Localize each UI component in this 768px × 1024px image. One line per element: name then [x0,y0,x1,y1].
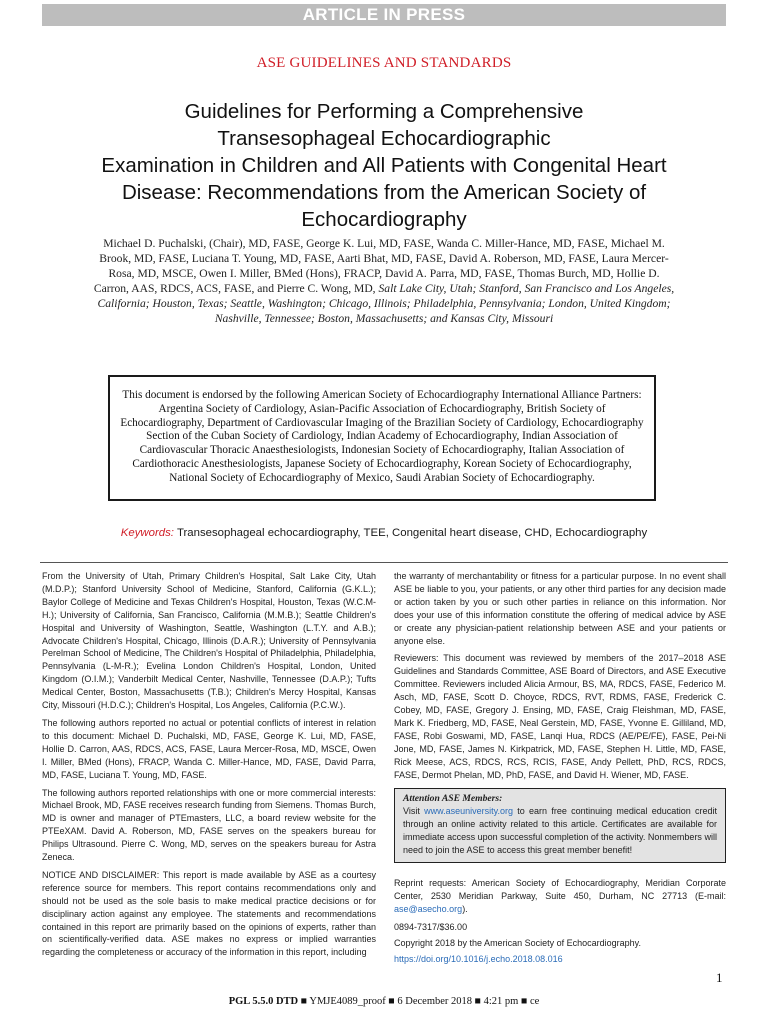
callout-body [403,805,717,857]
copyright: Copyright 2018 by the American Society of Echocardiography. [394,937,641,948]
footer-pgl: PGL 5.5.0 DTD [228,996,299,1007]
footer-ce: ce [529,996,540,1007]
affiliations: From the University of Utah, Primary Children's Hospital, Salt Lake City, Utah (M.D.P.); Stanford University School of Medicine, Stanford, California (G.K.L.); Baylor College of Medicine and Texas Children's Hospital, Houston, Texas (W.C.M-H.); University of California, San Francisco, California (M.M.B.); Seattle Children's Hospital and University of Washington, Seattle, Washington (L.T.Y. and A.B.); Advocate Children's Hospital, Chicago, Illinois (D.A.R.); University of Pennsylvania Perelman School of Medicine, The Children's Hospital of Philadelphia, Philadelphia, Pennsylvania (L-M-R.); Evelina London Children's Hospital, London, United Kingdom (O.I.M.); Vanderbilt Medical Center, Nashville, Tennessee (D.A.P.); Tufts Medical Center, Boston, Massachusetts (T.B.); Children's Mercy Hospital, Kansas City, Missouri (H.D.C.); Children's Hospital, Los Angeles, California (P.C.W.). [42,571,376,711]
keywords-text: Transesophageal echocardiography, TEE, Congenital heart disease, CHD, Echocardiography [176,527,648,539]
author-names: Michael D. Puchalski, (Chair), MD, FASE, George K. Lui, MD, FASE, Wanda C. Miller-Hance, MD, FASE, Michael M. Brook, MD, FASE, Luciana T. Young, MD, FASE, Aarti Bhat, MD, FASE, David A. Roberson, MD, FASE, Laura Mercer-Rosa, MD, MSCE, Owen I. Miller, BMed (Hons), FRACP, David A. Parra, MD, FASE, Thomas Burch, MD, Hollie D. Carron, AAS, RDCS, ACS, FASE, and Pierre C. Wong, MD, [93,237,669,295]
footer-time: 4:21 pm [483,996,519,1007]
callout-text-after: to earn free continuing medical education credit through an online activity related to this article. Certificates are available for immediate access upon successful completion of the activity. Nonmembers will need to join the ASE to access this great member benefit! [403,806,718,856]
title-line: Guidelines for Performing a Comprehensive [184,100,584,123]
no-conflicts-statement: The following authors reported no actual or potential conflicts of interest in relation to this document: Michael D. Puchalski, MD, FASE, George K. Lui, MD, FASE, Hollie D. Carron, AAS, RDCS, ACS, FASE, Laura Mercer-Rosa, MD, MSCE, Owen I. Miller, BMed (Hons), FRACP, Wanda C. Miller-Hance, MD, FASE, David Parra, MD, FASE, Luciana T. Young, MD, FASE. [42,717,376,780]
reprint-requests [394,877,726,916]
reprint-email-link[interactable]: ase@asecho.org [394,903,463,914]
title-line: Echocardiography [301,208,467,231]
callout-title: Attention ASE Members: [403,792,503,804]
author-locations: Salt Lake City, Utah; Stanford, San Francisco and Los Angeles, California; Houston, Texas; Seattle, Washington; Chicago, Illinois; Philadelphia, Pennsylvania; London, United Kingdom; Nashville, Tennessee; Boston, Massachusetts; and Kansas City, Missouri [97,282,675,325]
callout-text-before: Visit [403,806,425,817]
title-line: Examination in Children and All Patients with Congenital Heart [101,154,667,177]
reprint-text: Reprint requests: American Society of Echocardiography, Meridian Corporate Center, 2530 Meridian Parkway, Suite 450, Durham, NC 27713 (E-mail: [394,878,726,901]
footer-separator: ■ [388,996,395,1007]
ase-university-link[interactable]: www.aseuniversity.org [424,806,513,817]
doi-link[interactable]: https://doi.org/10.1016/j.echo.2018.08.016 [394,953,563,964]
production-footer [0,996,768,1007]
reviewers-statement: Reviewers: This document was reviewed by members of the 2017–2018 ASE Guidelines and Standards Committee, ASE Board of Directors, and ASE Executive Committee. Reviewers included Alicia Armour, BS, MA, RDCS, FASE, Federico M. Asch, MD, FASE, Scott D. Choyce, RDCS, RVT, RDMS, FASE, Frederick C. Cobey, MD, FASE, Gregory J. Ensing, MD, FASE, Craig Fleishman, MD, FASE, Mark K. Friedberg, MD, FASE, Neal Gerstein, MD, FASE, Yvonne E. Gilliland, MD, FASE, Robi Goswami, MD, FASE, Lanqi Hua, RDCS (AE/PE/FE), FASE, Pei-Ni Jone, MD, FASE, James N. Kirkpatrick, MD, FASE, Stephen H. Little, MD, FASE, Rick Meese, ACS, RDCS, RCS, RCIS, FASE, Andy Pellett, PhD, RCS, RDCS, FASE, Dermot Phelan, MD, PhD, FASE, and David H. Wiener, MD, FASE. [394,653,726,780]
disclaimer: NOTICE AND DISCLAIMER: This report is made available by ASE as a courtesy reference source for members. This report contains recommendations only and should not be used as the sole basis to make medical practice decisions or for disciplinary action against any employee. The statements and recommendations contained in this report are primarily based on the opinions of experts, rather than on scientifically-verified data. ASE makes no express or implied warranties regarding the completeness or accuracy of the information in this report, including [42,869,376,958]
footer-separator: ■ [474,996,481,1007]
page-number: 1 [716,970,723,985]
endorsement-box [108,375,656,501]
author-list [90,236,678,326]
endorsement-text: This document is endorsed by the following American Society of Echocardiography International Alliance Partners: Argentina Society of Cardiology, Asian-Pacific Association of Echocardiography, British Society of Echocardiography, Department of Cardiovascular Imaging of the Brazilian Society of Cardiology, Echocardiography Section of the Cuban Society of Cardiology, Indian Academy of Echocardiography, Indian Association of Cardiovascular Thoracic Anaesthesiologists, Indonesian Society of Echocardiography, Italian Association of Cardiothoracic Anesthesiologists, Japanese Society of Echocardiography, Korean Society of Echocardiography, National Society of Echocardiography of Mexico, Saudi Arabian Society of Echocardiography. [120,389,644,484]
footer-separator: ■ [520,996,528,1007]
divider [40,562,728,563]
footer-date: 6 December 2018 [397,996,473,1007]
right-column [394,570,726,970]
article-title [40,98,728,233]
article-in-press-banner: ARTICLE IN PRESS [42,4,726,26]
issn: 0894-7317/$36.00 [394,921,468,932]
title-line: Disease: Recommendations from the American Society of [121,181,647,204]
member-callout [394,788,726,864]
relationships-statement: The following authors reported relationships with one or more commercial interests: Michael Brook, MD, FASE receives research funding from Siemens. Thomas Burch, MD is owner and manager of PTEmasters, LLC, a board review website for the PTEeXAM. David A. Roberson, MD, FASE serves on the speakers bureau for Philips Ultrasound. Pierre C. Wong, MD, serves on the speakers bureau for Astra Zeneca. [42,787,376,863]
footer-separator: ■ [300,996,308,1007]
keywords-label: Keywords: [120,527,174,539]
disclaimer-continued: the warranty of merchantability or fitness for a particular purpose. In no event shall ASE be liable to you, your patients, or any other third parties for any decision made or action taken by you or such other parties in reliance on this information. Nor does your use of this information constitute the offering of medical advice by ASE or create any physician-patient relationship between ASE and your patients or anyone else. [394,571,726,646]
section-heading: ASE GUIDELINES AND STANDARDS [256,55,512,71]
keywords [0,527,768,539]
left-column [42,570,376,964]
reprint-end: ). [462,903,468,914]
title-line: Transesophageal Echocardiographic [217,127,551,150]
footer-file: YMJE4089_proof [309,996,386,1007]
